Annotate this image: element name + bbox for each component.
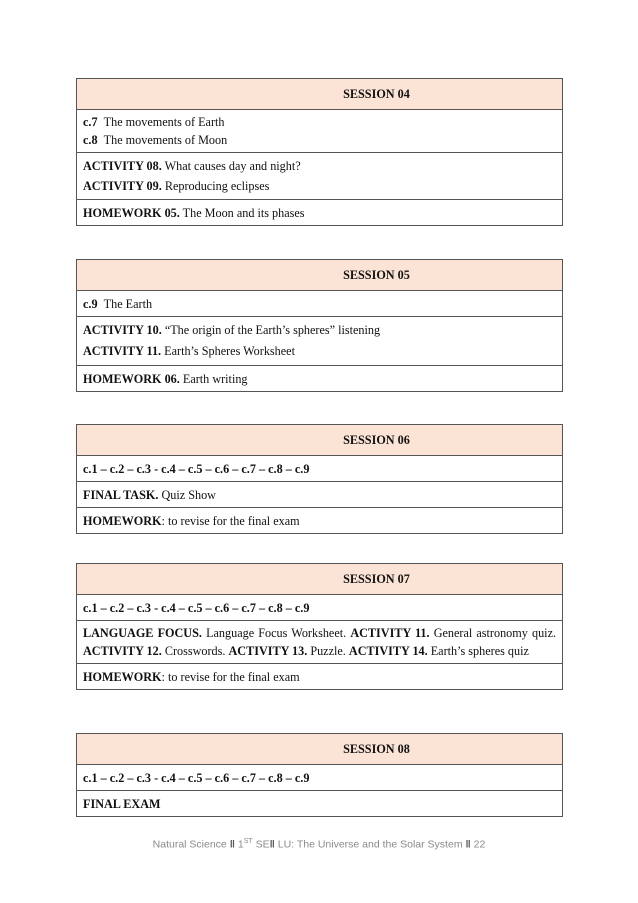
content-title: The Earth (103, 297, 153, 311)
session-06-table (76, 424, 563, 534)
footer-grade-sup: ST (243, 838, 253, 845)
homework-text: Earth writing (182, 372, 248, 386)
page-footer (0, 838, 638, 851)
contents-cell (77, 764, 562, 790)
activities-cell (77, 316, 562, 365)
activity-label: ACTIVITY 12. (83, 644, 162, 658)
activity-text: Earth’s spheres quiz (430, 644, 529, 658)
homework-label: HOMEWORK (83, 670, 162, 684)
activity-label: ACTIVITY 08. (83, 159, 162, 173)
contents-cell (77, 290, 562, 316)
footer-grade-suffix: SE (255, 838, 270, 851)
homework-text: : to revise for the final exam (161, 514, 300, 528)
language-focus-text: Language Focus Worksheet. (206, 626, 347, 640)
session-05-table (76, 259, 563, 392)
homework-label: HOMEWORK 05. (83, 206, 180, 220)
activity-label: ACTIVITY 11. (83, 344, 162, 358)
contents-list: c.1 – c.2 – c.3 - c.4 – c.5 – c.6 – c.7 – c.8 – c.9 (83, 601, 310, 615)
final-exam-label: FINAL EXAM (83, 797, 161, 811)
activity-text: Puzzle. (310, 644, 346, 658)
activity-text: Earth’s Spheres Worksheet (164, 344, 295, 358)
content-code: c.8 (83, 133, 98, 147)
session-title: SESSION 06 (77, 425, 562, 455)
activity-text: “The origin of the Earth’s spheres” listening (164, 323, 381, 337)
session-title: SESSION 08 (77, 734, 562, 764)
footer-separator: ‖ (465, 838, 471, 851)
task-text: Quiz Show (161, 488, 216, 502)
content-code: c.7 (83, 115, 98, 129)
footer-unit: LU: The Universe and the Solar System (277, 838, 463, 851)
activity-label: ACTIVITY 11. (350, 626, 430, 640)
contents-cell (77, 455, 562, 481)
content-title: The movements of Earth (103, 115, 225, 129)
language-focus-label: LANGUAGE FOCUS. (83, 626, 202, 640)
session-04-table (76, 78, 563, 226)
task-label: FINAL TASK. (83, 488, 159, 502)
session-title: SESSION 07 (77, 564, 562, 594)
contents-list: c.1 – c.2 – c.3 - c.4 – c.5 – c.6 – c.7 – c.8 – c.9 (83, 771, 310, 785)
session-08-table (76, 733, 563, 817)
activity-text: What causes day and night? (164, 159, 301, 173)
content-title: The movements of Moon (103, 133, 228, 147)
final-exam-cell (77, 790, 562, 816)
homework-label: HOMEWORK (83, 514, 162, 528)
task-cell (77, 481, 562, 507)
activity-label: ACTIVITY 10. (83, 323, 162, 337)
activities-cell (77, 152, 562, 199)
activity-label: ACTIVITY 14. (348, 644, 428, 658)
session-07-table (76, 563, 563, 690)
activity-label: ACTIVITY 09. (83, 179, 162, 193)
page-number: 22 (473, 838, 486, 851)
content-code: c.9 (83, 297, 98, 311)
contents-cell (77, 109, 562, 152)
session-title: SESSION 05 (77, 260, 562, 290)
footer-separator: ‖ (229, 838, 235, 851)
footer-separator: ‖ (269, 838, 275, 851)
homework-cell (77, 199, 562, 225)
homework-cell (77, 507, 562, 533)
homework-cell (77, 663, 562, 689)
activity-label: ACTIVITY 13. (228, 644, 308, 658)
contents-cell (77, 594, 562, 620)
footer-grade: 1 (237, 838, 244, 851)
language-focus-cell (77, 620, 562, 663)
footer-subject: Natural Science (152, 838, 227, 851)
session-title: SESSION 04 (77, 79, 562, 109)
contents-list: c.1 – c.2 – c.3 - c.4 – c.5 – c.6 – c.7 – c.8 – c.9 (83, 462, 310, 476)
homework-cell (77, 365, 562, 391)
homework-text: : to revise for the final exam (161, 670, 300, 684)
activity-text: General astronomy quiz. (433, 626, 557, 640)
homework-text: The Moon and its phases (182, 206, 305, 220)
activity-text: Reproducing eclipses (164, 179, 270, 193)
homework-label: HOMEWORK 06. (83, 372, 180, 386)
activity-text: Crosswords. (164, 644, 226, 658)
